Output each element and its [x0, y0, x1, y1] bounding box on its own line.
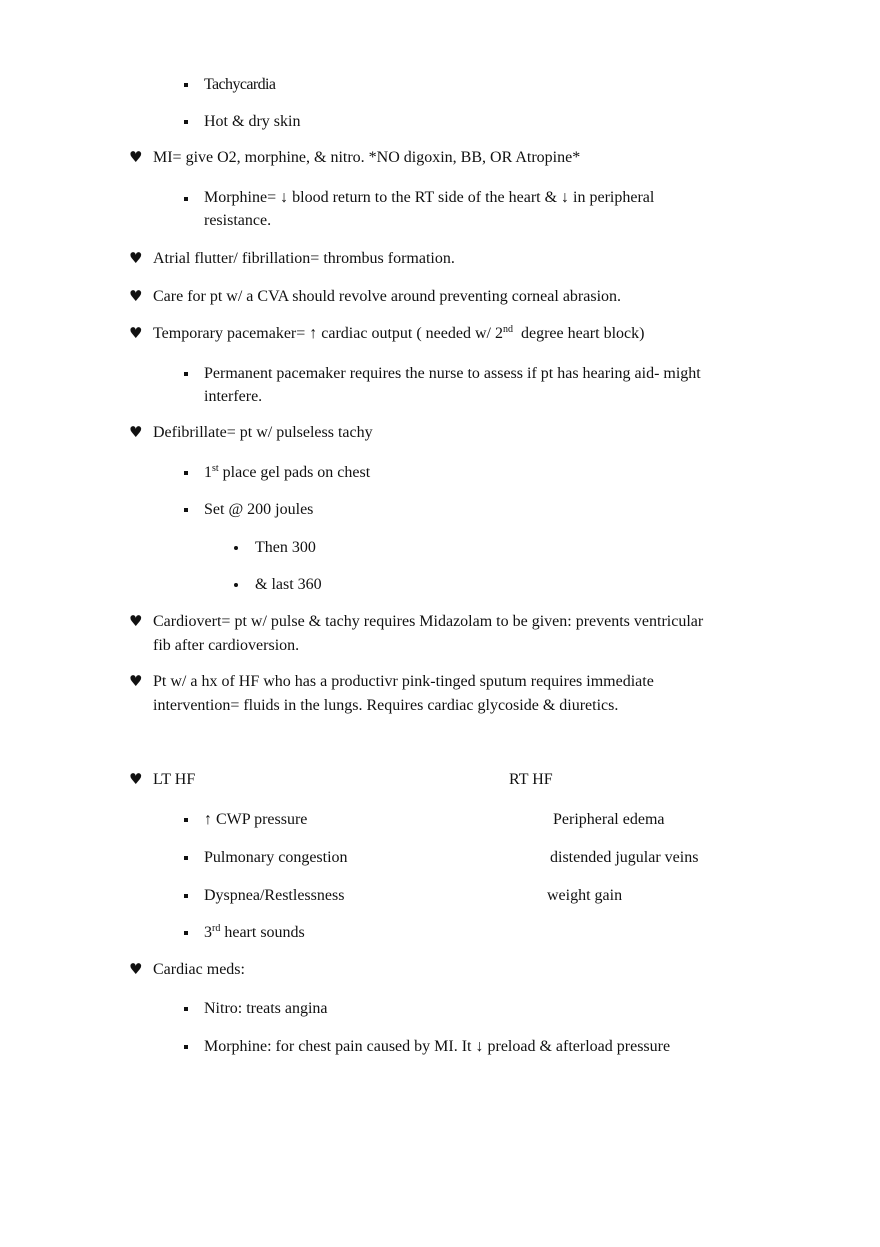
list-item: MI= give O2, morphine, & nitro. *NO digoxin, BB, OR Atropine* — [153, 149, 581, 166]
square-bullet-icon — [184, 508, 188, 512]
list-item-continuation: resistance. — [204, 212, 272, 229]
square-bullet-icon — [184, 818, 188, 822]
heart-bullet-icon: ♥ — [129, 249, 143, 267]
list-item: ↑ CWP pressure — [204, 811, 308, 828]
heart-bullet-icon: ♥ — [129, 287, 143, 305]
heart-bullet-icon: ♥ — [129, 148, 143, 166]
list-item-continuation: interfere. — [204, 388, 263, 405]
list-item: Pulmonary congestion — [204, 849, 348, 866]
list-item: Dyspnea/Restlessness — [204, 887, 345, 904]
square-bullet-icon — [184, 931, 188, 935]
heart-bullet-icon: ♥ — [129, 672, 143, 690]
list-item: Cardiac meds: — [153, 961, 245, 978]
heart-bullet-icon: ♥ — [129, 324, 143, 342]
list-item: Care for pt w/ a CVA should revolve around preventing corneal abrasion. — [153, 288, 622, 305]
list-item: weight gain — [547, 887, 623, 904]
list-item: & last 360 — [255, 576, 322, 593]
heart-bullet-icon: ♥ — [129, 770, 143, 788]
list-item: distended jugular veins — [550, 849, 699, 866]
list-item: Permanent pacemaker requires the nurse to assess if pt has hearing aid- might — [204, 365, 701, 382]
list-item-continuation: fib after cardioversion. — [153, 637, 300, 654]
heart-bullet-icon: ♥ — [129, 423, 143, 441]
list-item: Atrial flutter/ fibrillation= thrombus formation. — [153, 250, 455, 267]
square-bullet-icon — [184, 1007, 188, 1011]
list-item: Defibrillate= pt w/ pulseless tachy — [153, 424, 373, 441]
square-bullet-icon — [184, 197, 188, 201]
list-item: Tachycardia — [204, 76, 276, 93]
square-bullet-icon — [184, 894, 188, 898]
square-bullet-icon — [184, 1045, 188, 1049]
list-item: Set @ 200 joules — [204, 501, 314, 518]
lt-hf-heading: LT HF — [153, 771, 196, 788]
dot-bullet-icon — [234, 546, 238, 550]
list-item: Then 300 — [255, 539, 316, 556]
dot-bullet-icon — [234, 583, 238, 587]
square-bullet-icon — [184, 471, 188, 475]
list-item: Hot & dry skin — [204, 113, 301, 130]
square-bullet-icon — [184, 120, 188, 124]
heart-bullet-icon: ♥ — [129, 612, 143, 630]
list-item: Morphine= ↓ blood return to the RT side of the heart & ↓ in peripheral — [204, 189, 655, 206]
list-item-continuation: intervention= fluids in the lungs. Requires cardiac glycoside & diuretics. — [153, 697, 619, 714]
square-bullet-icon — [184, 372, 188, 376]
list-item: Morphine: for chest pain caused by MI. It ↓ preload & afterload pressure — [204, 1038, 671, 1055]
list-item: 1st place gel pads on chest — [204, 463, 371, 481]
list-item: Cardiovert= pt w/ pulse & tachy requires Midazolam to be given: prevents ventricular — [153, 613, 704, 630]
list-item: Peripheral edema — [553, 811, 665, 828]
heart-bullet-icon: ♥ — [129, 960, 143, 978]
list-item: Pt w/ a hx of HF who has a productivr pink-tinged sputum requires immediate — [153, 673, 654, 690]
list-item: Nitro: treats angina — [204, 1000, 328, 1017]
list-item: Temporary pacemaker= ↑ cardiac output ( needed w/ 2nd degree heart block) — [153, 324, 645, 342]
square-bullet-icon — [184, 83, 188, 87]
list-item: 3rd heart sounds — [204, 923, 305, 941]
square-bullet-icon — [184, 856, 188, 860]
rt-hf-heading: RT HF — [509, 771, 553, 788]
